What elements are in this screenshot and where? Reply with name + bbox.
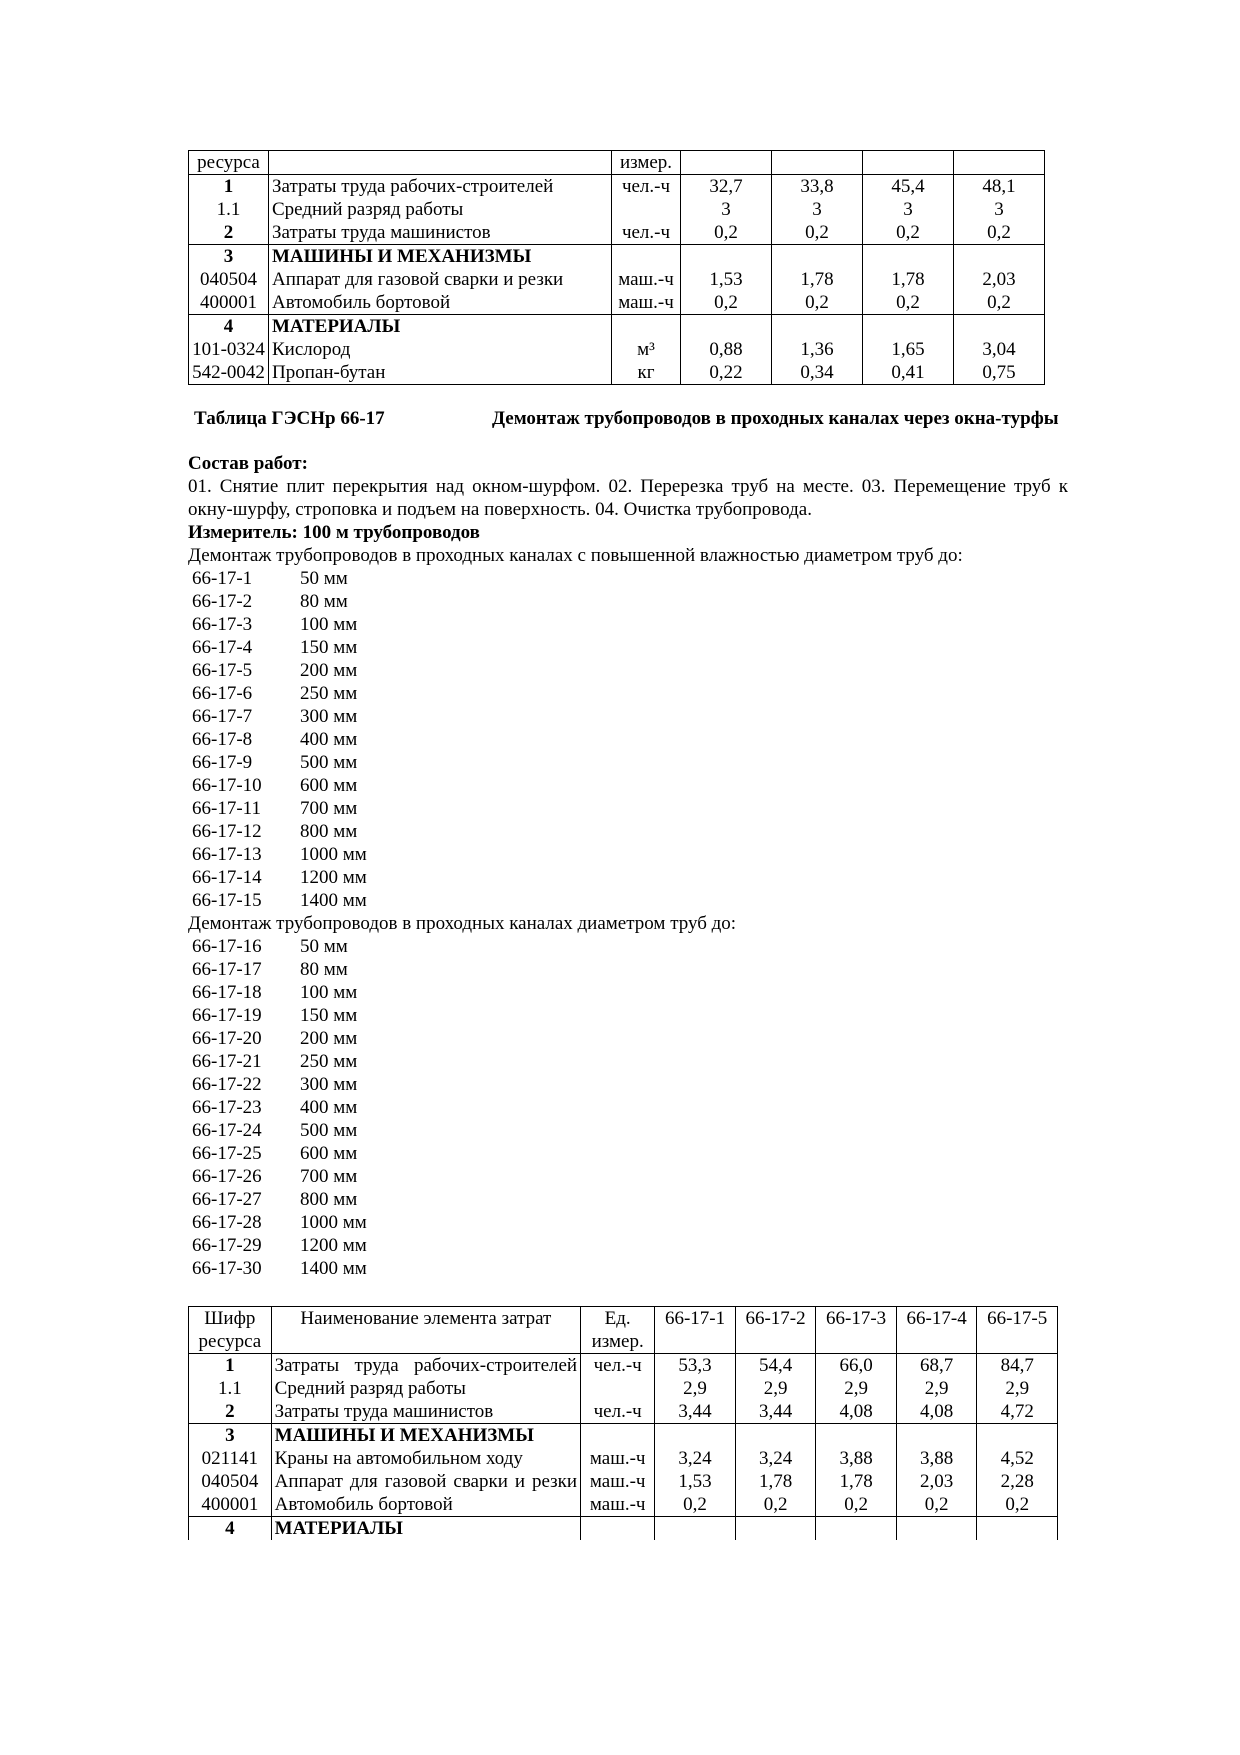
list-item <box>188 705 1068 728</box>
list-item <box>188 1142 1068 1165</box>
norm-value: 4,72 <box>977 1400 1058 1424</box>
resource-code: 4 <box>189 315 269 339</box>
norm-value: 2,9 <box>655 1377 736 1400</box>
norm-code: 66-17-22 <box>192 1074 262 1095</box>
norm-value: 0,2 <box>954 291 1045 315</box>
unit: чел.-ч <box>612 175 681 199</box>
table-row <box>189 1470 1058 1493</box>
norm-value <box>816 1517 897 1541</box>
norm-value: 45,4 <box>863 175 954 199</box>
norm-value: 0,2 <box>681 221 772 245</box>
header-norm-code: 66-17-2 <box>735 1307 816 1354</box>
norm-value: 4,08 <box>816 1400 897 1424</box>
unit: маш.-ч <box>581 1470 655 1493</box>
table-row <box>189 291 1045 315</box>
cost-element-name: Аппарат для газовой сварки и резки <box>271 1470 580 1493</box>
list-item <box>188 1027 1068 1050</box>
pipe-diameter: 150 мм <box>300 1005 358 1026</box>
norm-value <box>954 245 1045 269</box>
cost-element-name: Средний разряд работы <box>269 198 612 221</box>
pipe-diameter: 400 мм <box>300 729 358 750</box>
unit <box>612 245 681 269</box>
resource-code: 1.1 <box>189 198 269 221</box>
list-item <box>188 567 1068 590</box>
cost-element-name: Средний разряд работы <box>271 1377 580 1400</box>
pipe-diameter: 1200 мм <box>300 1235 367 1256</box>
norm-value: 84,7 <box>977 1354 1058 1378</box>
resource-code: 021141 <box>189 1447 272 1470</box>
cost-element-name: МАТЕРИАЛЫ <box>271 1517 580 1541</box>
header-empty <box>269 151 612 175</box>
norm-code: 66-17-23 <box>192 1097 262 1118</box>
resource-code: 400001 <box>189 1493 272 1517</box>
norm-code: 66-17-9 <box>192 752 253 773</box>
header-norm-code: 66-17-1 <box>655 1307 736 1354</box>
table-number: Таблица ГЭСНр 66-17 <box>194 408 385 429</box>
norm-value <box>896 1424 977 1448</box>
norm-value: 48,1 <box>954 175 1045 199</box>
norm-value: 68,7 <box>896 1354 977 1378</box>
group1-list <box>188 567 1068 912</box>
header-unit: Ед. измер. <box>581 1307 655 1354</box>
resource-code: 2 <box>189 221 269 245</box>
resource-code: 1.1 <box>189 1377 272 1400</box>
norm-code: 66-17-27 <box>192 1189 262 1210</box>
table-row <box>189 1424 1058 1448</box>
list-item <box>188 797 1068 820</box>
pipe-diameter: 80 мм <box>300 959 348 980</box>
norm-value <box>772 315 863 339</box>
header-resource-code: ресурса <box>189 151 269 175</box>
header-norm-code: 66-17-4 <box>896 1307 977 1354</box>
table-header-row <box>189 1307 1058 1354</box>
cost-element-name: Затраты труда рабочих-строителей <box>271 1354 580 1378</box>
resource-code: 542-0042 <box>189 361 269 385</box>
norm-value: 0,41 <box>863 361 954 385</box>
resource-code: 1 <box>189 1354 272 1378</box>
norm-value: 0,2 <box>772 291 863 315</box>
pipe-diameter: 400 мм <box>300 1097 358 1118</box>
cost-element-name: Аппарат для газовой сварки и резки <box>269 268 612 291</box>
norm-value: 0,2 <box>863 291 954 315</box>
norm-value: 0,2 <box>977 1493 1058 1517</box>
cost-element-name: Кислород <box>269 338 612 361</box>
pipe-diameter: 50 мм <box>300 568 348 589</box>
table-name: Демонтаж трубопроводов в проходных каналах через окна-турфы <box>492 408 1059 429</box>
pipe-diameter: 80 мм <box>300 591 348 612</box>
pipe-diameter: 100 мм <box>300 614 358 635</box>
norm-value: 1,78 <box>863 268 954 291</box>
norm-code: 66-17-24 <box>192 1120 262 1141</box>
norm-value: 2,28 <box>977 1470 1058 1493</box>
norm-code: 66-17-7 <box>192 706 253 727</box>
list-item <box>188 1096 1068 1119</box>
pipe-diameter: 800 мм <box>300 821 358 842</box>
table-row <box>189 1447 1058 1470</box>
norm-value: 4,08 <box>896 1400 977 1424</box>
work-composition-heading: Состав работ: <box>188 453 308 474</box>
norm-code: 66-17-5 <box>192 660 253 681</box>
norm-value: 0,2 <box>954 221 1045 245</box>
cost-element-name: Пропан-бутан <box>269 361 612 385</box>
cost-element-name: Затраты труда рабочих-строителей <box>269 175 612 199</box>
header-resource-code: Шифр ресурса <box>189 1307 272 1354</box>
norm-value: 3 <box>863 198 954 221</box>
norm-code: 66-17-28 <box>192 1212 262 1233</box>
cost-element-name: Затраты труда машинистов <box>271 1400 580 1424</box>
norm-value: 3,44 <box>655 1400 736 1424</box>
unit: маш.-ч <box>581 1447 655 1470</box>
resource-code: 3 <box>189 1424 272 1448</box>
list-item <box>188 866 1068 889</box>
header-empty <box>954 151 1045 175</box>
list-item <box>188 1257 1068 1280</box>
norm-value: 1,53 <box>681 268 772 291</box>
norm-code: 66-17-30 <box>192 1258 262 1279</box>
list-item <box>188 636 1068 659</box>
norm-code: 66-17-26 <box>192 1166 262 1187</box>
pipe-diameter: 1200 мм <box>300 867 367 888</box>
group1-intro: Демонтаж трубопроводов в проходных каналах с повышенной влажностью диаметром труб до: <box>188 545 963 566</box>
norm-value: 1,53 <box>655 1470 736 1493</box>
norm-value <box>681 315 772 339</box>
norm-code: 66-17-10 <box>192 775 262 796</box>
norm-value <box>816 1424 897 1448</box>
norm-code: 66-17-14 <box>192 867 262 888</box>
cost-element-name: Краны на автомобильном ходу <box>271 1447 580 1470</box>
table-row <box>189 268 1045 291</box>
table-row <box>189 1493 1058 1517</box>
resource-code: 4 <box>189 1517 272 1541</box>
list-item <box>188 659 1068 682</box>
norm-value: 53,3 <box>655 1354 736 1378</box>
pipe-diameter: 200 мм <box>300 660 358 681</box>
document-page <box>188 150 1068 1540</box>
list-item <box>188 1234 1068 1257</box>
table-header-row <box>189 151 1045 175</box>
norm-code: 66-17-12 <box>192 821 262 842</box>
table-row <box>189 1400 1058 1424</box>
pipe-diameter: 200 мм <box>300 1028 358 1049</box>
norm-code: 66-17-2 <box>192 591 253 612</box>
resource-code: 040504 <box>189 268 269 291</box>
norm-value <box>735 1424 816 1448</box>
table-title <box>188 407 1068 430</box>
header-empty <box>681 151 772 175</box>
list-item <box>188 958 1068 981</box>
resource-code: 2 <box>189 1400 272 1424</box>
resource-table-continued <box>188 150 1045 385</box>
norm-value <box>735 1517 816 1541</box>
table-row <box>189 1377 1058 1400</box>
unit: чел.-ч <box>581 1354 655 1378</box>
norm-value: 2,03 <box>896 1470 977 1493</box>
table-row <box>189 338 1045 361</box>
unit: чел.-ч <box>581 1400 655 1424</box>
pipe-diameter: 700 мм <box>300 798 358 819</box>
list-item <box>188 935 1068 958</box>
norm-value: 2,9 <box>816 1377 897 1400</box>
norm-value <box>655 1424 736 1448</box>
header-cost-element: Наименование элемента затрат <box>271 1307 580 1354</box>
pipe-diameter: 800 мм <box>300 1189 358 1210</box>
header-norm-code: 66-17-3 <box>816 1307 897 1354</box>
list-item <box>188 1211 1068 1234</box>
cost-element-name: Автомобиль бортовой <box>269 291 612 315</box>
pipe-diameter: 600 мм <box>300 775 358 796</box>
meter-line: Измеритель: 100 м трубопроводов <box>188 522 480 543</box>
pipe-diameter: 1000 мм <box>300 844 367 865</box>
norm-value: 3 <box>954 198 1045 221</box>
norm-value: 0,75 <box>954 361 1045 385</box>
cost-element-name: МАТЕРИАЛЫ <box>269 315 612 339</box>
norm-value: 0,2 <box>681 291 772 315</box>
norm-value: 32,7 <box>681 175 772 199</box>
norm-value: 3,88 <box>896 1447 977 1470</box>
unit: чел.-ч <box>612 221 681 245</box>
norm-value: 3 <box>681 198 772 221</box>
list-item <box>188 1165 1068 1188</box>
unit <box>612 198 681 221</box>
work-composition-text: 01. Снятие плит перекрытия над окном-шурфом. 02. Перерезка труб на месте. 03. Перемещение труб к окну-шурфу, строповка и подъем на поверхность. 04. Очистка трубопровода. <box>188 476 1068 520</box>
norm-value: 3 <box>772 198 863 221</box>
norm-value: 2,03 <box>954 268 1045 291</box>
unit <box>581 1424 655 1448</box>
table-row <box>189 1517 1058 1541</box>
list-item <box>188 843 1068 866</box>
norm-value: 0,2 <box>735 1493 816 1517</box>
norm-value: 3,04 <box>954 338 1045 361</box>
norm-code: 66-17-21 <box>192 1051 262 1072</box>
pipe-diameter: 50 мм <box>300 936 348 957</box>
unit: м³ <box>612 338 681 361</box>
norm-code: 66-17-29 <box>192 1235 262 1256</box>
pipe-diameter: 100 мм <box>300 982 358 1003</box>
list-item <box>188 774 1068 797</box>
norm-value: 3,24 <box>655 1447 736 1470</box>
header-empty <box>772 151 863 175</box>
pipe-diameter: 1400 мм <box>300 890 367 911</box>
norm-value: 1,36 <box>772 338 863 361</box>
cost-element-name: МАШИНЫ И МЕХАНИЗМЫ <box>271 1424 580 1448</box>
unit: маш.-ч <box>612 268 681 291</box>
norm-value: 0,2 <box>896 1493 977 1517</box>
list-item <box>188 1050 1068 1073</box>
list-item <box>188 1004 1068 1027</box>
norm-value: 33,8 <box>772 175 863 199</box>
norm-code: 66-17-13 <box>192 844 262 865</box>
group2-intro: Демонтаж трубопроводов в проходных каналах диаметром труб до: <box>188 913 737 934</box>
table-row <box>189 315 1045 339</box>
resource-table-66-17 <box>188 1306 1058 1540</box>
pipe-diameter: 600 мм <box>300 1143 358 1164</box>
norm-value: 66,0 <box>816 1354 897 1378</box>
norm-value <box>772 245 863 269</box>
unit <box>581 1517 655 1541</box>
list-item <box>188 1073 1068 1096</box>
norm-code: 66-17-11 <box>192 798 261 819</box>
group2-list <box>188 935 1068 1280</box>
norm-value <box>863 315 954 339</box>
norm-value: 1,78 <box>816 1470 897 1493</box>
list-item <box>188 1188 1068 1211</box>
norm-value: 0,2 <box>816 1493 897 1517</box>
norm-code: 66-17-3 <box>192 614 253 635</box>
resource-code: 1 <box>189 175 269 199</box>
list-item <box>188 981 1068 1004</box>
list-item <box>188 751 1068 774</box>
norm-value <box>977 1424 1058 1448</box>
norm-value <box>863 245 954 269</box>
norm-value <box>954 315 1045 339</box>
pipe-diameter: 300 мм <box>300 1074 358 1095</box>
norm-code: 66-17-18 <box>192 982 262 1003</box>
resource-code: 3 <box>189 245 269 269</box>
list-item <box>188 1119 1068 1142</box>
list-item <box>188 590 1068 613</box>
list-item <box>188 613 1068 636</box>
norm-value: 3,24 <box>735 1447 816 1470</box>
header-norm-code: 66-17-5 <box>977 1307 1058 1354</box>
norm-value: 0,2 <box>863 221 954 245</box>
table-row <box>189 175 1045 199</box>
norm-code: 66-17-6 <box>192 683 253 704</box>
norm-code: 66-17-15 <box>192 890 262 911</box>
norm-code: 66-17-8 <box>192 729 253 750</box>
pipe-diameter: 250 мм <box>300 1051 358 1072</box>
resource-code: 400001 <box>189 291 269 315</box>
norm-value <box>655 1517 736 1541</box>
norm-value <box>681 245 772 269</box>
unit: маш.-ч <box>612 291 681 315</box>
norm-code: 66-17-25 <box>192 1143 262 1164</box>
cost-element-name: МАШИНЫ И МЕХАНИЗМЫ <box>269 245 612 269</box>
norm-value: 54,4 <box>735 1354 816 1378</box>
table-row <box>189 221 1045 245</box>
norm-code: 66-17-20 <box>192 1028 262 1049</box>
norm-value: 0,2 <box>655 1493 736 1517</box>
header-empty <box>863 151 954 175</box>
resource-code: 040504 <box>189 1470 272 1493</box>
resource-code: 101-0324 <box>189 338 269 361</box>
norm-value: 2,9 <box>896 1377 977 1400</box>
norm-value: 1,78 <box>772 268 863 291</box>
unit <box>581 1377 655 1400</box>
norm-value: 0,2 <box>772 221 863 245</box>
list-item <box>188 728 1068 751</box>
cost-element-name: Затраты труда машинистов <box>269 221 612 245</box>
norm-value: 1,65 <box>863 338 954 361</box>
norm-code: 66-17-16 <box>192 936 262 957</box>
header-unit: измер. <box>612 151 681 175</box>
norm-value: 0,22 <box>681 361 772 385</box>
pipe-diameter: 500 мм <box>300 1120 358 1141</box>
pipe-diameter: 150 мм <box>300 637 358 658</box>
unit: маш.-ч <box>581 1493 655 1517</box>
norm-value: 1,78 <box>735 1470 816 1493</box>
unit <box>612 315 681 339</box>
table-row <box>189 198 1045 221</box>
norm-value: 2,9 <box>735 1377 816 1400</box>
norm-value <box>896 1517 977 1541</box>
norm-value: 4,52 <box>977 1447 1058 1470</box>
list-item <box>188 820 1068 843</box>
pipe-diameter: 1400 мм <box>300 1258 367 1279</box>
norm-value: 3,44 <box>735 1400 816 1424</box>
table-row <box>189 1354 1058 1378</box>
norm-value: 3,88 <box>816 1447 897 1470</box>
pipe-diameter: 1000 мм <box>300 1212 367 1233</box>
list-item <box>188 682 1068 705</box>
pipe-diameter: 500 мм <box>300 752 358 773</box>
list-item <box>188 889 1068 912</box>
table-row <box>189 245 1045 269</box>
norm-value: 0,34 <box>772 361 863 385</box>
pipe-diameter: 250 мм <box>300 683 358 704</box>
cost-element-name: Автомобиль бортовой <box>271 1493 580 1517</box>
pipe-diameter: 700 мм <box>300 1166 358 1187</box>
norm-value: 2,9 <box>977 1377 1058 1400</box>
norm-code: 66-17-1 <box>192 568 253 589</box>
norm-code: 66-17-19 <box>192 1005 262 1026</box>
norm-value <box>977 1517 1058 1541</box>
unit: кг <box>612 361 681 385</box>
pipe-diameter: 300 мм <box>300 706 358 727</box>
norm-value: 0,88 <box>681 338 772 361</box>
norm-code: 66-17-4 <box>192 637 253 658</box>
table-row <box>189 361 1045 385</box>
norm-code: 66-17-17 <box>192 959 262 980</box>
